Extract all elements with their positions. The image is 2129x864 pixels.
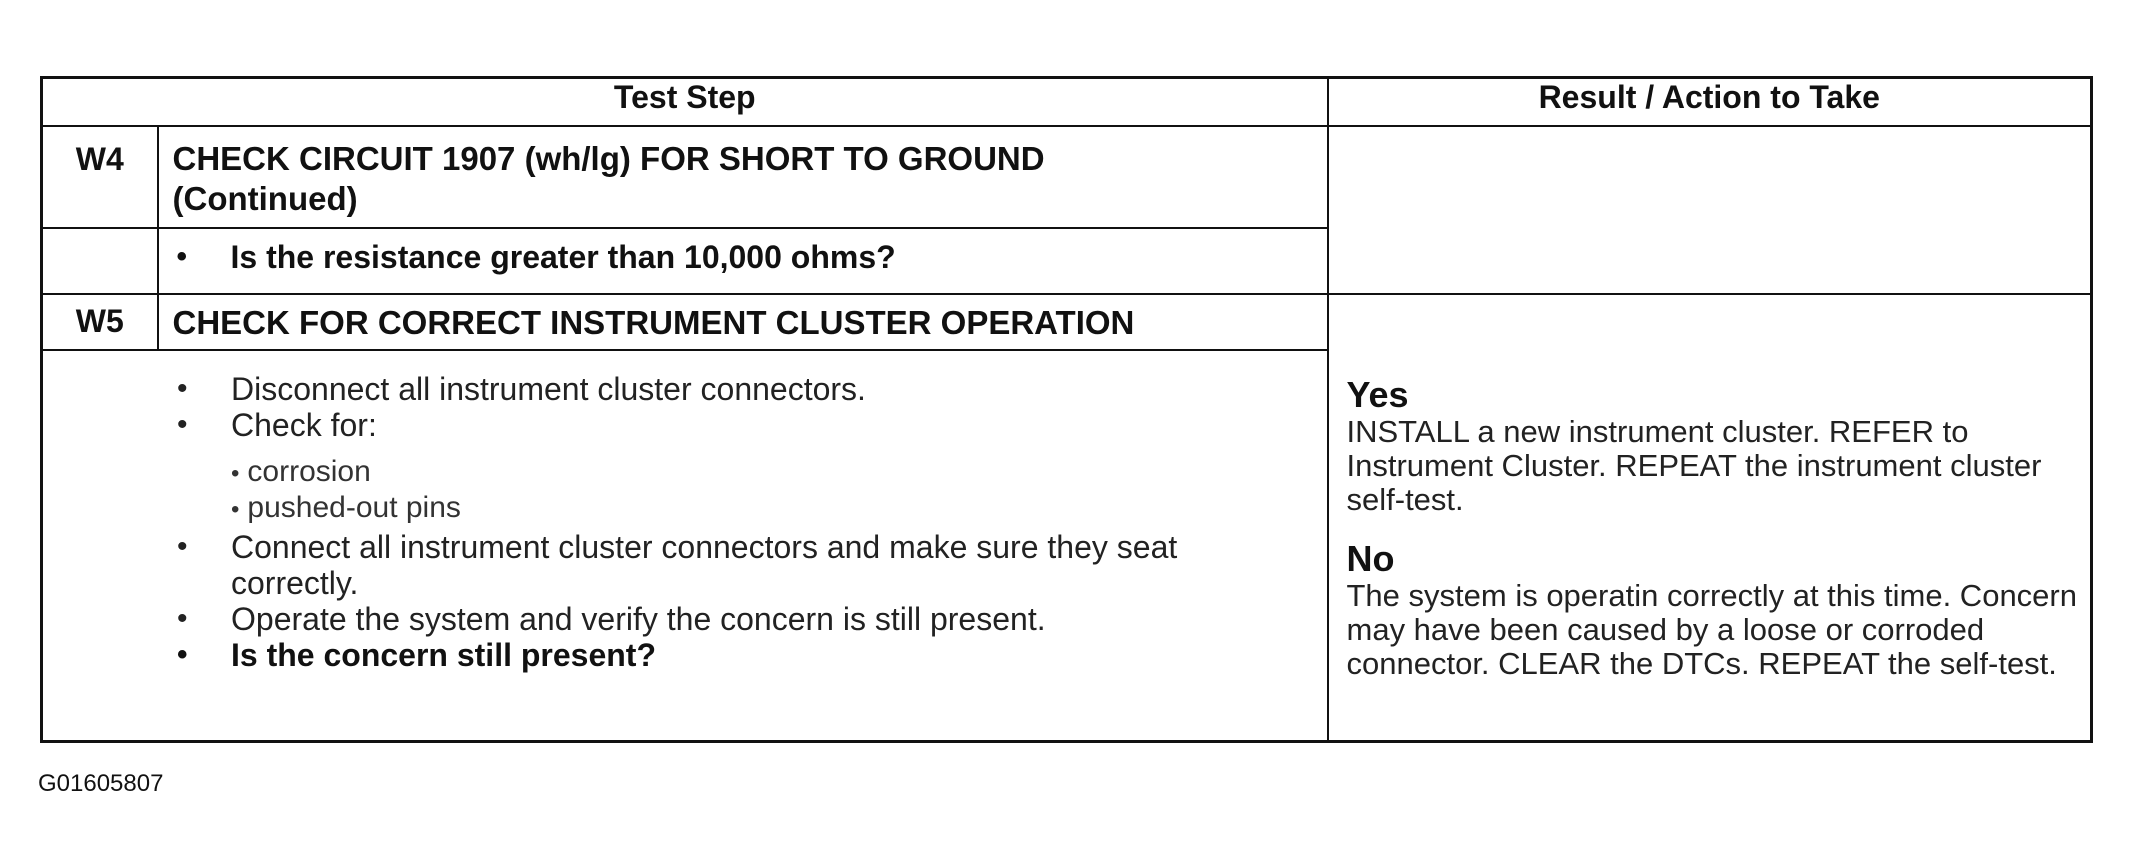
w4-question-spacer <box>42 228 158 294</box>
w5-bullets-cell <box>42 350 1328 742</box>
no-label: No <box>1346 537 1395 579</box>
list-item: • Check for: <box>175 407 1317 443</box>
result-action-header: Result / Action to Take <box>1328 78 2092 127</box>
w4-title: CHECK CIRCUIT 1907 (wh/lg) FOR SHORT TO GROUND (Continued) <box>158 126 1328 228</box>
table-header-row <box>42 78 2092 127</box>
w5-result-cell <box>1328 294 2092 742</box>
list-item: • Is the concern still present? <box>175 637 1317 673</box>
test-step-header: Test Step <box>42 78 1328 127</box>
w4-question: • Is the resistance greater than 10,000 ohms? <box>175 239 1317 275</box>
w5-bullet-list-continued <box>175 529 1317 673</box>
step-id-w5: W5 <box>42 294 158 350</box>
list-item: • Operate the system and verify the concern is still present. <box>175 601 1317 637</box>
w5-sub-bullet-list <box>175 455 1317 527</box>
list-item: • corrosion <box>175 455 1317 491</box>
list-item: • Disconnect all instrument cluster connectors. <box>175 371 1317 407</box>
w4-title-row <box>42 126 2092 228</box>
figure-id: G01605807 <box>38 770 164 797</box>
list-item: • Connect all instrument cluster connectors and make sure they seat correctly. <box>175 529 1317 601</box>
w4-result-cell <box>1328 126 2092 294</box>
yes-label: Yes <box>1346 373 1409 415</box>
yes-action-text: INSTALL a new instrument cluster. REFER to Instrument Cluster. REPEAT the instrument cluster self-test. <box>1346 413 2042 517</box>
w5-title-row <box>42 294 2092 350</box>
w5-bullet-list <box>175 371 1317 443</box>
no-action-text: The system is operatin correctly at this time. Concern may have been caused by a loose or corroded connector. CLEAR the DTCs. REPEAT the self-test. <box>1346 577 2077 681</box>
diagnostic-table <box>40 76 2093 743</box>
step-id-w4: W4 <box>42 126 158 228</box>
w4-question-cell <box>158 228 1328 294</box>
w5-title: CHECK FOR CORRECT INSTRUMENT CLUSTER OPERATION <box>158 294 1328 350</box>
list-item: • pushed-out pins <box>175 491 1317 527</box>
